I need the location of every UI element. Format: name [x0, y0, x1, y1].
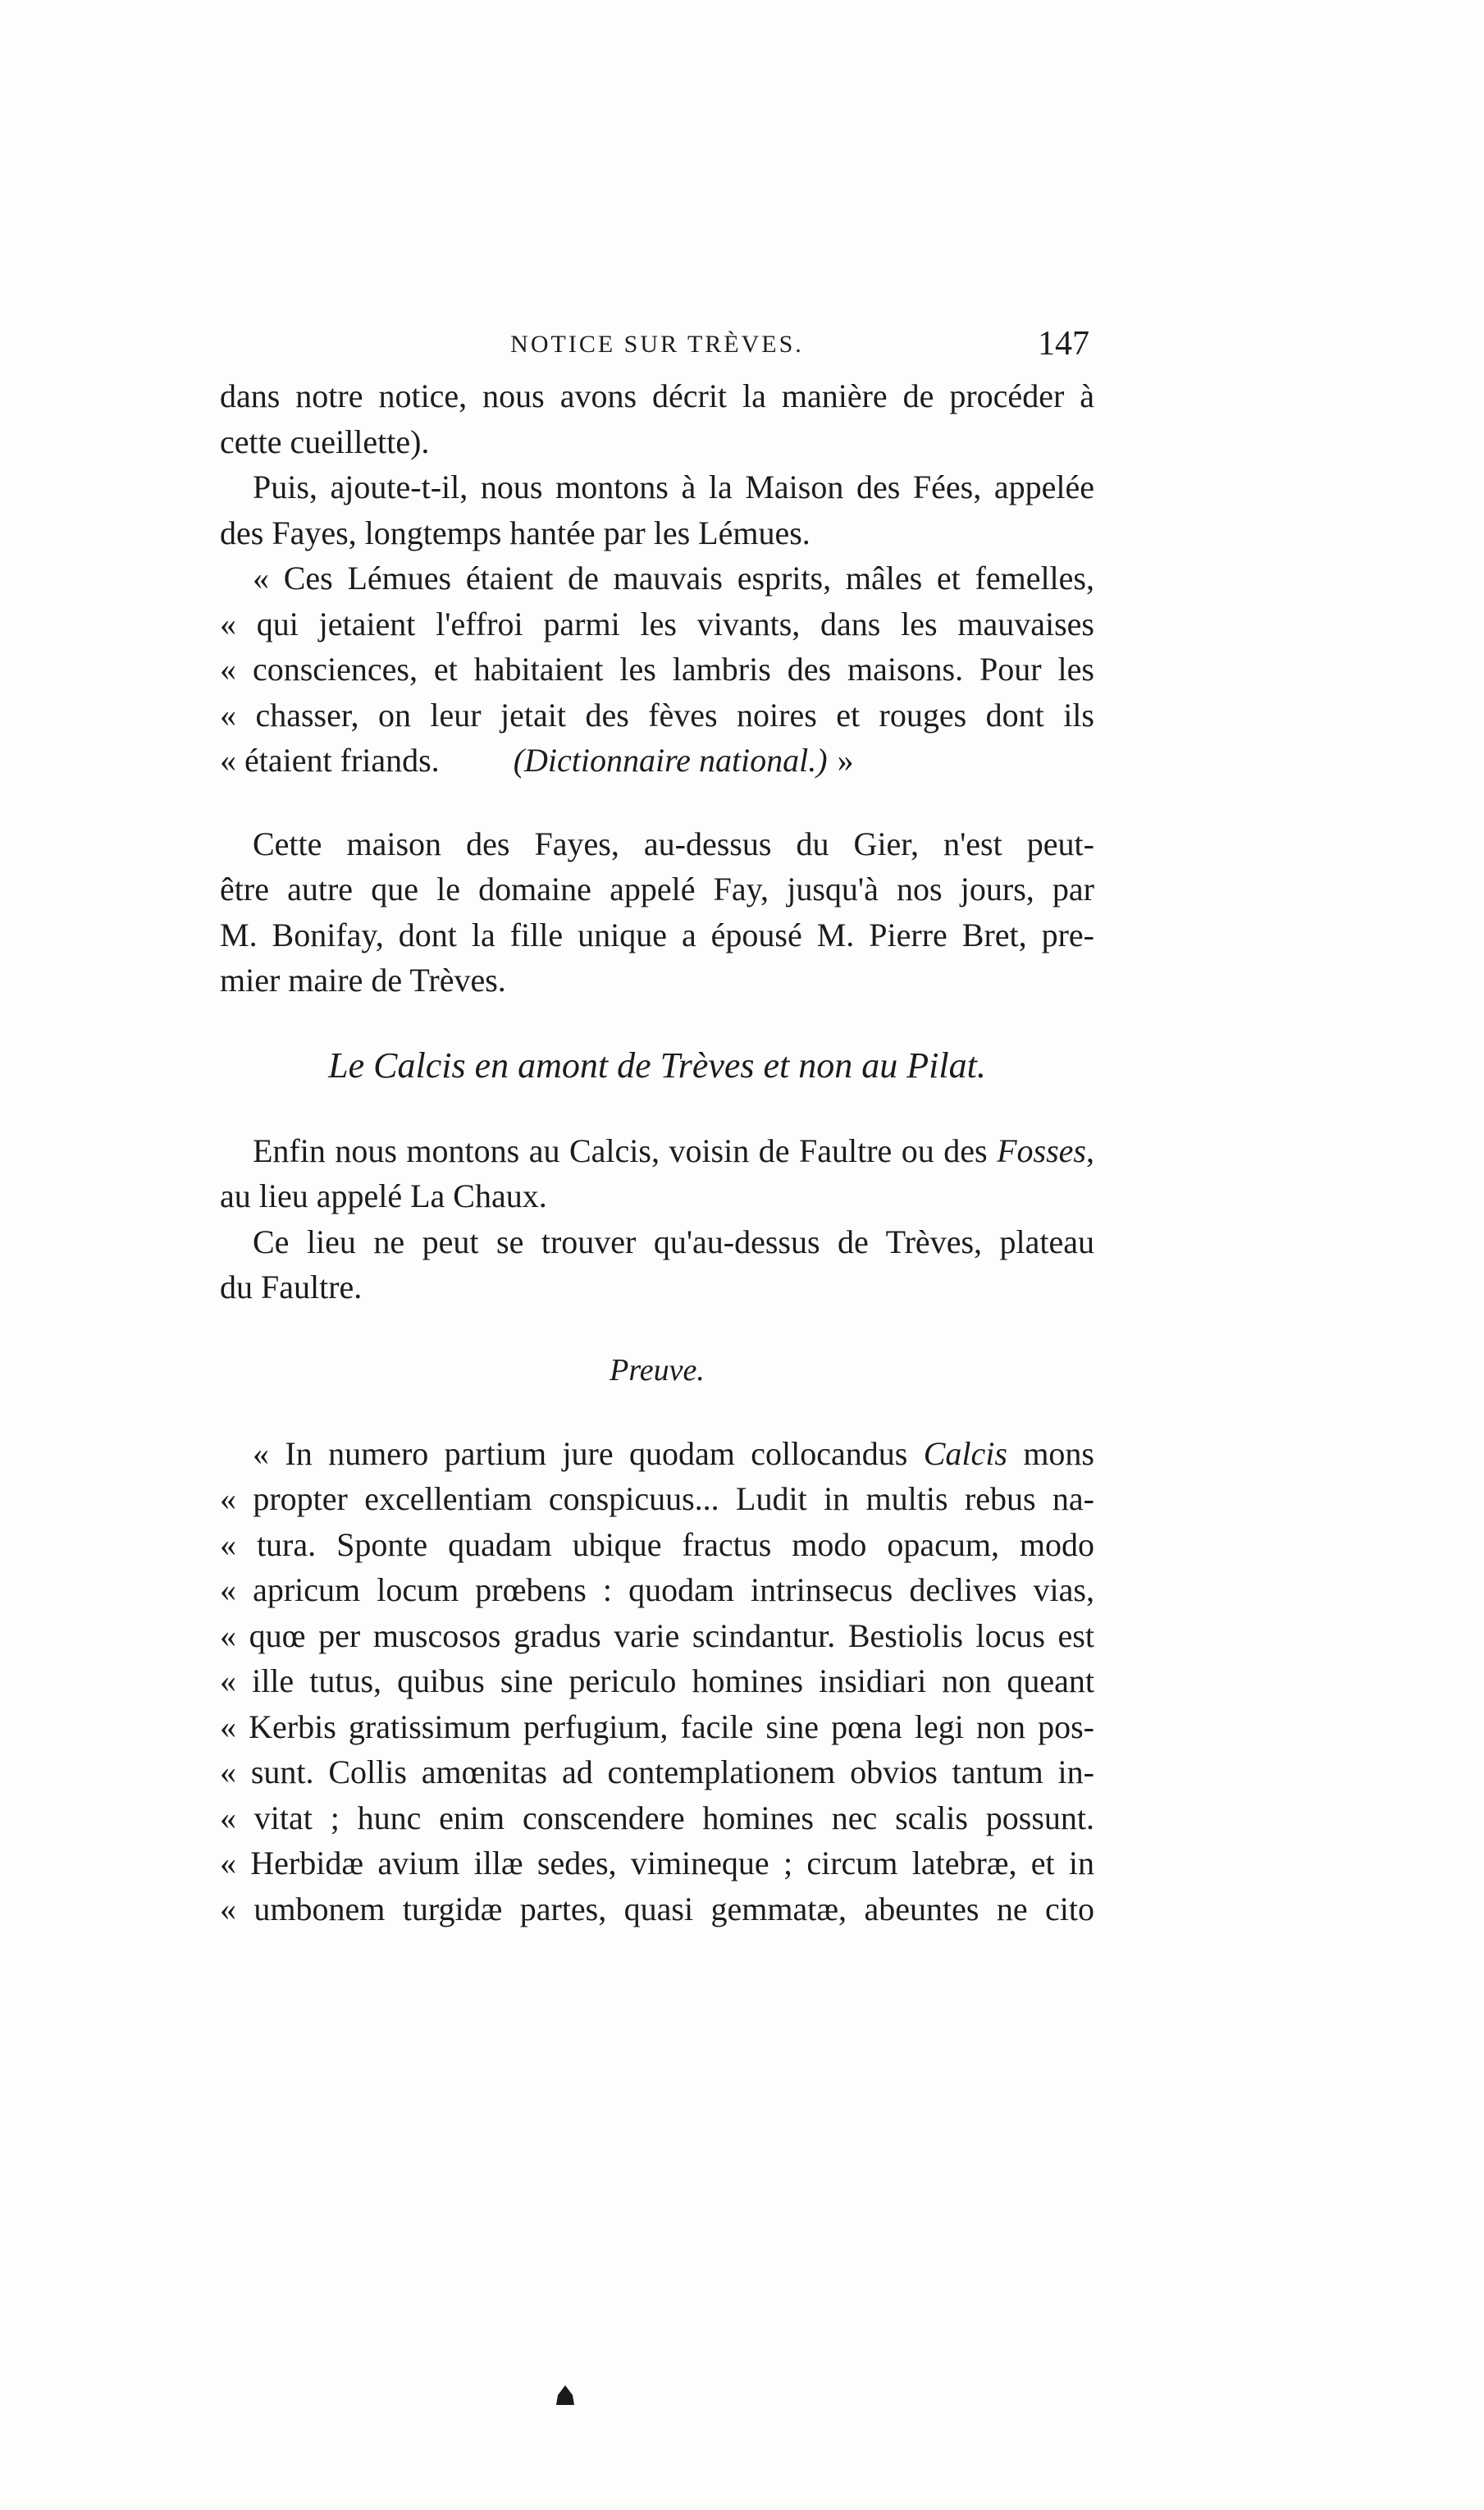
ink-blot-mark	[555, 2384, 576, 2408]
text-line: Ce lieu ne peut se trouver qu'au-dessus de Trèves, plateau	[253, 1223, 1094, 1260]
quote-line: « propter excellentiam conspicuus... Ludit in multis rebus na-	[220, 1480, 1094, 1517]
paragraph-4	[220, 1128, 1094, 1219]
quotation-lemues	[220, 555, 1094, 784]
text-line	[220, 1128, 1094, 1174]
spacer	[220, 1090, 1094, 1128]
quote-line: « qui jetaient l'effroi parmi les vivants, dans les mauvaises	[220, 605, 1094, 642]
text-line: dans notre notice, nous avons décrit la manière de procéder à	[220, 377, 1094, 414]
running-head	[220, 324, 1094, 373]
text-line: être autre que le domaine appelé Fay, jusqu'à nos jours, par	[220, 871, 1094, 908]
quote-line: « Herbidæ avium illæ sedes, vimineque ; circum latebræ, et in	[220, 1845, 1094, 1881]
quote-line: « Kerbis gratissimum perfugium, facile sine pœna legi non pos-	[220, 1708, 1094, 1745]
page-number: 147	[1038, 325, 1089, 363]
text-fragment: mons	[1007, 1434, 1094, 1472]
text-fragment: ,	[1086, 1132, 1094, 1169]
italic-word: Calcis	[923, 1434, 1007, 1472]
spacer	[220, 1393, 1094, 1431]
paragraph-1	[220, 373, 1094, 464]
quote-line: « quœ per muscosos gradus varie scindantur. Bestiolis locus est	[220, 1616, 1094, 1654]
paragraph-2	[220, 464, 1094, 555]
quote-line: « sunt. Collis amœnitas ad contemplationem obvios tantum in-	[220, 1753, 1094, 1790]
book-page	[220, 324, 1094, 1932]
section-heading: Le Calcis en amont de Trèves et non au Pilat.	[328, 1045, 986, 1086]
quote-line: « apricum locum prœbens : quodam intrinsecus declives vias,	[220, 1571, 1094, 1608]
body-text	[220, 373, 1094, 1932]
spacer	[220, 784, 1094, 821]
paragraph-3	[220, 821, 1094, 1004]
paragraph-5	[220, 1219, 1094, 1310]
quote-line: « umbonem turgidæ partes, quasi gemmatæ, abeuntes ne cito	[220, 1890, 1094, 1927]
quote-line: « vitat ; hunc enim conscendere homines nec scalis possunt.	[220, 1799, 1094, 1836]
running-title: NOTICE SUR TRÈVES.	[510, 331, 804, 358]
quote-line	[220, 738, 1094, 784]
text-line: cette cueillette).	[220, 423, 430, 460]
text-fragment: Enfin nous montons au Calcis, voisin de Faultre ou des	[253, 1132, 998, 1169]
quote-close-mark: »	[837, 742, 854, 779]
text-line: M. Bonifay, dont la fille unique a épousé M. Pierre Bret, pre-	[220, 916, 1094, 953]
quote-line: « consciences, et habitaient les lambris des maisons. Pour les	[220, 651, 1094, 688]
quote-line	[220, 1431, 1094, 1477]
sub-heading: Preuve.	[610, 1352, 705, 1388]
quote-line: « chasser, on leur jetait des fèves noires et rouges dont ils	[220, 696, 1094, 734]
quote-line: « Ces Lémues étaient de mauvais esprits, mâles et femelles,	[253, 560, 1094, 597]
text-line: du Faultre.	[220, 1269, 363, 1305]
citation: (Dictionnaire national.)	[513, 742, 828, 779]
quote-line: « tura. Sponte quadam ubique fractus modo opacum, modo	[220, 1525, 1094, 1563]
text-line: Puis, ajoute-t-il, nous montons à la Maison des Fées, appelée	[253, 469, 1094, 505]
text-line: au lieu appelé La Chaux.	[220, 1177, 547, 1214]
latin-quotation	[220, 1431, 1094, 1932]
text-line: des Fayes, longtemps hantée par les Lémues.	[220, 514, 810, 551]
quote-line: « ille tutus, quibus sine periculo homines insidiari non queant	[220, 1662, 1094, 1699]
quote-last-text: « étaient friands.	[220, 742, 440, 779]
italic-word: Fosses	[997, 1132, 1086, 1169]
text-fragment: « In numero partium jure quodam collocandus	[253, 1434, 924, 1472]
text-line: Cette maison des Fayes, au-dessus du Gier, n'est peut-	[253, 825, 1094, 862]
spacer	[220, 1310, 1094, 1348]
text-line: mier maire de Trèves.	[220, 962, 506, 999]
spacer	[220, 1004, 1094, 1041]
